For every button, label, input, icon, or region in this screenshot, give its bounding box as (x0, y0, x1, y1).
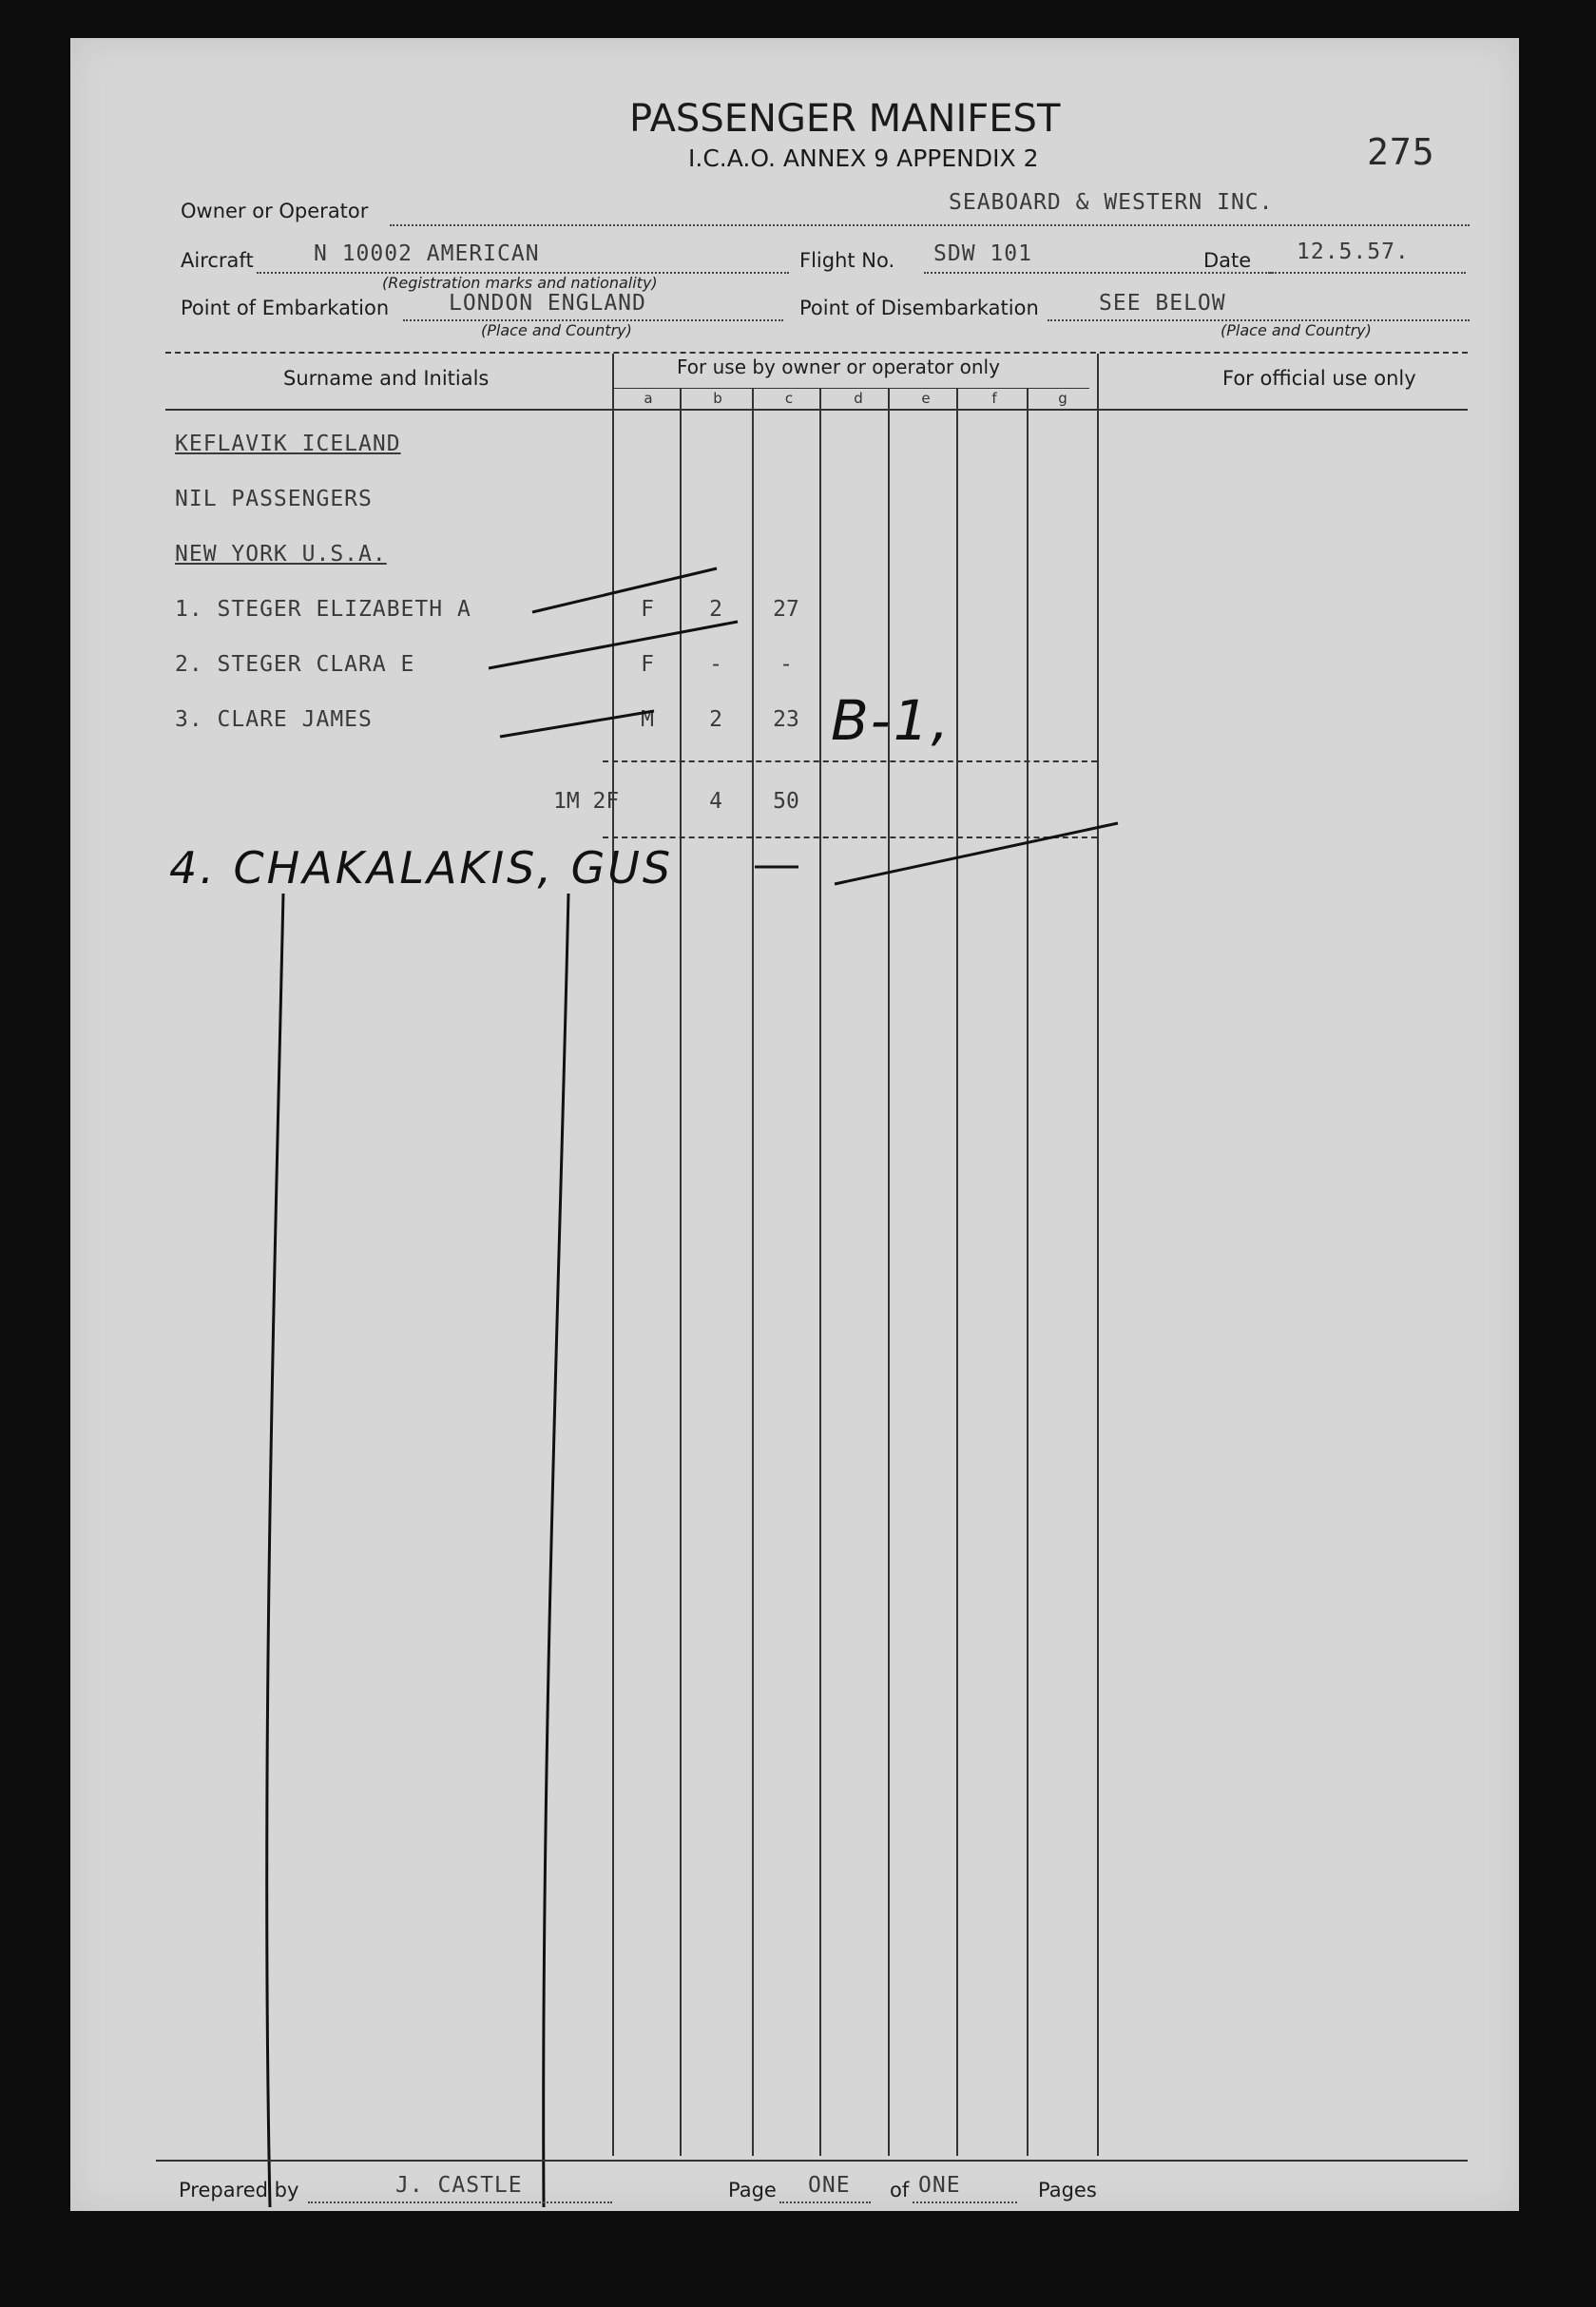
prepared-by-label: Prepared by (179, 2179, 299, 2201)
subcol-c: c (784, 390, 794, 407)
flight-label: Flight No. (799, 249, 895, 272)
document-title: PASSENGER MANIFEST (629, 97, 1061, 141)
aircraft-hint: (Registration marks and nationality) (382, 274, 658, 292)
passenger-2-sex: F (641, 652, 654, 677)
pen-strokes-overlay (70, 38, 1519, 2211)
handwritten-passenger-4: 4. CHAKALAKIS, GUS (169, 842, 674, 894)
disembarkation-value: SEE BELOW (1099, 291, 1226, 316)
passenger-2-b: - (709, 652, 722, 677)
date-value: 12.5.57. (1297, 240, 1410, 264)
passenger-2-name: 2. STEGER CLARA E (175, 652, 415, 677)
embarkation-hint: (Place and Country) (481, 321, 632, 339)
disembarkation-label: Point of Disembarkation (799, 297, 1039, 319)
stop-new-york: NEW YORK U.S.A. (175, 542, 387, 567)
subcol-e: e (921, 390, 931, 407)
document-subtitle: I.C.A.O. ANNEX 9 APPENDIX 2 (688, 144, 1039, 172)
stop-keflavik: KEFLAVIK ICELAND (175, 432, 401, 456)
passenger-1-c: 27 (773, 597, 799, 622)
owner-label: Owner or Operator (181, 200, 369, 222)
page-value: ONE (808, 2173, 851, 2198)
page-stamp-number: 275 (1367, 131, 1435, 173)
col-surname-header: Surname and Initials (283, 367, 490, 390)
subcol-g: g (1058, 390, 1067, 407)
page-dotted-line (779, 2201, 871, 2203)
embarkation-value: LONDON ENGLAND (449, 291, 646, 316)
totals-b: 4 (709, 789, 722, 814)
of-value: ONE (918, 2173, 961, 2198)
date-label: Date (1203, 249, 1252, 272)
of-label: of (890, 2179, 910, 2201)
manifest-page (70, 38, 1519, 2211)
col-official-header: For official use only (1222, 367, 1416, 390)
prepared-by-value: J. CASTLE (395, 2173, 523, 2198)
subcol-d: d (854, 390, 863, 407)
passenger-3-c: 23 (773, 707, 799, 732)
subcol-f: f (991, 390, 997, 407)
disembarkation-hint: (Place and Country) (1221, 321, 1372, 339)
col-owner-header: For use by owner or operator only (677, 356, 1000, 378)
subcol-a: a (644, 390, 653, 407)
passenger-3-sex: M (641, 707, 654, 732)
page-label: Page (728, 2179, 777, 2201)
footer-rule (156, 2160, 1468, 2162)
passenger-1-sex: F (641, 597, 654, 622)
flight-value: SDW 101 (933, 241, 1032, 266)
nil-passengers-note: NIL PASSENGERS (175, 487, 373, 511)
aircraft-value: N 10002 AMERICAN (314, 241, 540, 266)
passenger-3-b: 2 (709, 707, 722, 732)
embarkation-label: Point of Embarkation (181, 297, 390, 319)
of-dotted-line (913, 2201, 1017, 2203)
owner-value: SEABOARD & WESTERN INC. (949, 190, 1274, 215)
passenger-2-c: - (779, 652, 793, 677)
aircraft-label: Aircraft (181, 249, 254, 272)
subcol-b: b (713, 390, 722, 407)
passenger-3-name: 3. CLARE JAMES (175, 707, 373, 732)
totals-sex: 1M 2F (553, 789, 620, 814)
passenger-1-b: 2 (709, 597, 722, 622)
passenger-1-name: 1. STEGER ELIZABETH A (175, 597, 471, 622)
handwritten-annotation: B-1, (831, 688, 952, 753)
pages-label: Pages (1038, 2179, 1097, 2201)
totals-c: 50 (773, 789, 799, 814)
prepared-by-dotted-line (308, 2201, 612, 2203)
